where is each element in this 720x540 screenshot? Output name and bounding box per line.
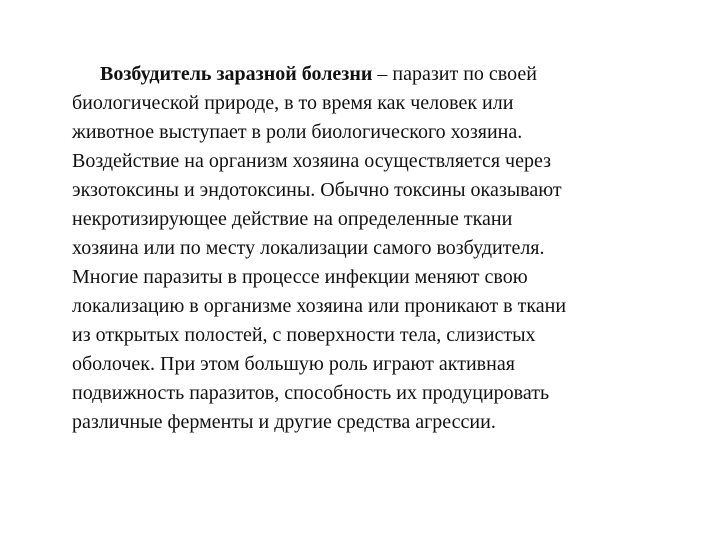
paragraph-line-3: животное выступает в роли биологического хозяина. <box>72 121 523 143</box>
defined-term: Возбудитель заразной болезни <box>100 63 373 85</box>
paragraph-line-12: подвижность паразитов, способность их продуцировать <box>72 382 550 404</box>
paragraph-line-13: различные ферменты и другие средства агрессии. <box>72 411 496 433</box>
body-paragraph <box>72 60 672 437</box>
paragraph-line-10: из открытых полостей, с поверхности тела, слизистых <box>72 324 536 346</box>
first-line-text: – паразит по своей <box>372 63 537 85</box>
paragraph-line-7: хозяина или по месту локализации самого возбудителя. <box>72 237 545 259</box>
paragraph-line-11: оболочек. При этом большую роль играют активная <box>72 353 515 375</box>
paragraph-line-9: локализацию в организме хозяина или проникают в ткани <box>72 295 567 317</box>
paragraph-line-8: Многие паразиты в процессе инфекции меняют свою <box>72 266 528 288</box>
paragraph-line-2: биологической природе, в то время как человек или <box>72 92 514 114</box>
paragraph-line-6: некротизирующее действие на определенные ткани <box>72 208 513 230</box>
paragraph-line-1 <box>72 60 672 89</box>
paragraph-line-4: Воздействие на организм хозяина осуществляется через <box>72 150 551 172</box>
paragraph-line-5: экзотоксины и эндотоксины. Обычно токсины оказывают <box>72 179 562 201</box>
